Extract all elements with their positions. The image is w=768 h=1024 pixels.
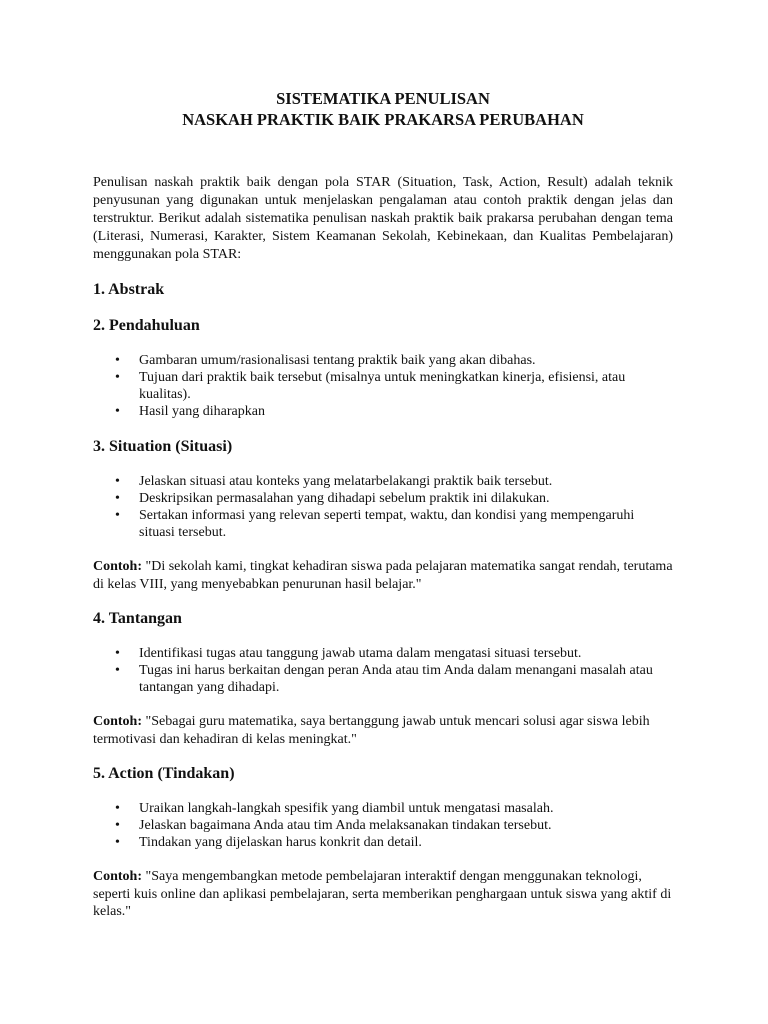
example-action: [93, 868, 673, 921]
example-text: "Saya mengembangkan metode pembelajaran interaktif dengan menggunakan teknologi, seperti kuis online dan aplikasi pembelajaran, serta memberikan penghargaan untuk siswa yang aktif di kelas.": [93, 869, 672, 919]
example-tantangan: [93, 713, 673, 748]
example-label: Contoh:: [93, 714, 143, 729]
document-title: [93, 88, 673, 130]
bullet-icon: •: [115, 835, 120, 850]
list-item-text: Jelaskan bagaimana Anda atau tim Anda melaksanakan tindakan tersebut.: [139, 818, 552, 833]
bullet-icon: •: [115, 370, 120, 385]
list-item-text: Deskripsikan permasalahan yang dihadapi sebelum praktik ini dilakukan.: [139, 491, 550, 506]
list-item-text: Uraikan langkah-langkah spesifik yang diambil untuk mengatasi masalah.: [139, 801, 554, 816]
list-item: [93, 490, 673, 507]
list-item-text: Tugas ini harus berkaitan dengan peran Anda atau tim Anda dalam menangani masalah atau tantangan yang dihadapi.: [139, 663, 653, 695]
list-item: [93, 645, 673, 662]
list-item: [93, 473, 673, 490]
list-item: [93, 662, 673, 696]
section-heading-situation: 3. Situation (Situasi): [93, 438, 233, 455]
pendahuluan-list: [93, 352, 673, 420]
list-item-text: Hasil yang diharapkan: [139, 404, 265, 419]
list-item: [93, 403, 673, 420]
bullet-icon: •: [115, 404, 120, 419]
bullet-icon: •: [115, 474, 120, 489]
bullet-icon: •: [115, 801, 120, 816]
example-label: Contoh:: [93, 559, 143, 574]
example-text: "Sebagai guru matematika, saya bertanggung jawab untuk mencari solusi agar siswa lebih termotivasi dan kehadiran di kelas meningkat.": [93, 714, 650, 747]
example-label: Contoh:: [93, 869, 143, 884]
example-situation: [93, 558, 673, 593]
situation-list: [93, 473, 673, 541]
tantangan-list: [93, 645, 673, 696]
document-page: [93, 88, 673, 921]
list-item-text: Gambaran umum/rasionalisasi tentang praktik baik yang akan dibahas.: [139, 353, 536, 368]
list-item: [93, 507, 673, 541]
bullet-icon: •: [115, 353, 120, 368]
title-line-2: NASKAH PRAKTIK BAIK PRAKARSA PERUBAHAN: [182, 110, 584, 129]
list-item: [93, 352, 673, 369]
title-line-1: SISTEMATIKA PENULISAN: [276, 89, 490, 108]
action-list: [93, 800, 673, 851]
bullet-icon: •: [115, 818, 120, 833]
intro-paragraph: Penulisan naskah praktik baik dengan pola STAR (Situation, Task, Action, Result) adalah teknik penyusunan yang digunakan untuk menjelaskan pengalaman atau contoh praktik dengan jelas dan terstruktur. Berikut adalah sistematika penulisan naskah praktik baik prakarsa perubahan dengan tema (Literasi, Numerasi, Karakter, Sistem Keamanan Sekolah, Kebinekaan, dan Kualitas Pembelajaran) menggunakan pola STAR:: [93, 175, 673, 262]
list-item: [93, 369, 673, 403]
list-item: [93, 800, 673, 817]
list-item-text: Sertakan informasi yang relevan seperti tempat, waktu, dan kondisi yang mempengaruhi situasi tersebut.: [139, 508, 635, 540]
list-item-text: Jelaskan situasi atau konteks yang melatarbelakangi praktik baik tersebut.: [139, 474, 553, 489]
list-item-text: Tujuan dari praktik baik tersebut (misalnya untuk meningkatkan kinerja, efisiensi, atau kualitas).: [139, 370, 626, 402]
list-item-text: Identifikasi tugas atau tanggung jawab utama dalam mengatasi situasi tersebut.: [139, 646, 582, 661]
list-item: [93, 817, 673, 834]
section-heading-tantangan: 4. Tantangan: [93, 610, 182, 627]
example-text: "Di sekolah kami, tingkat kehadiran siswa pada pelajaran matematika sangat rendah, terutama di kelas VIII, yang menyebabkan penurunan hasil belajar.": [93, 559, 673, 592]
section-heading-pendahuluan: 2. Pendahuluan: [93, 317, 200, 334]
section-heading-action: 5. Action (Tindakan): [93, 765, 235, 782]
list-item-text: Tindakan yang dijelaskan harus konkrit dan detail.: [139, 835, 422, 850]
bullet-icon: •: [115, 508, 120, 523]
bullet-icon: •: [115, 646, 120, 661]
section-heading-abstrak: 1. Abstrak: [93, 281, 165, 298]
bullet-icon: •: [115, 663, 120, 678]
list-item: [93, 834, 673, 851]
bullet-icon: •: [115, 491, 120, 506]
